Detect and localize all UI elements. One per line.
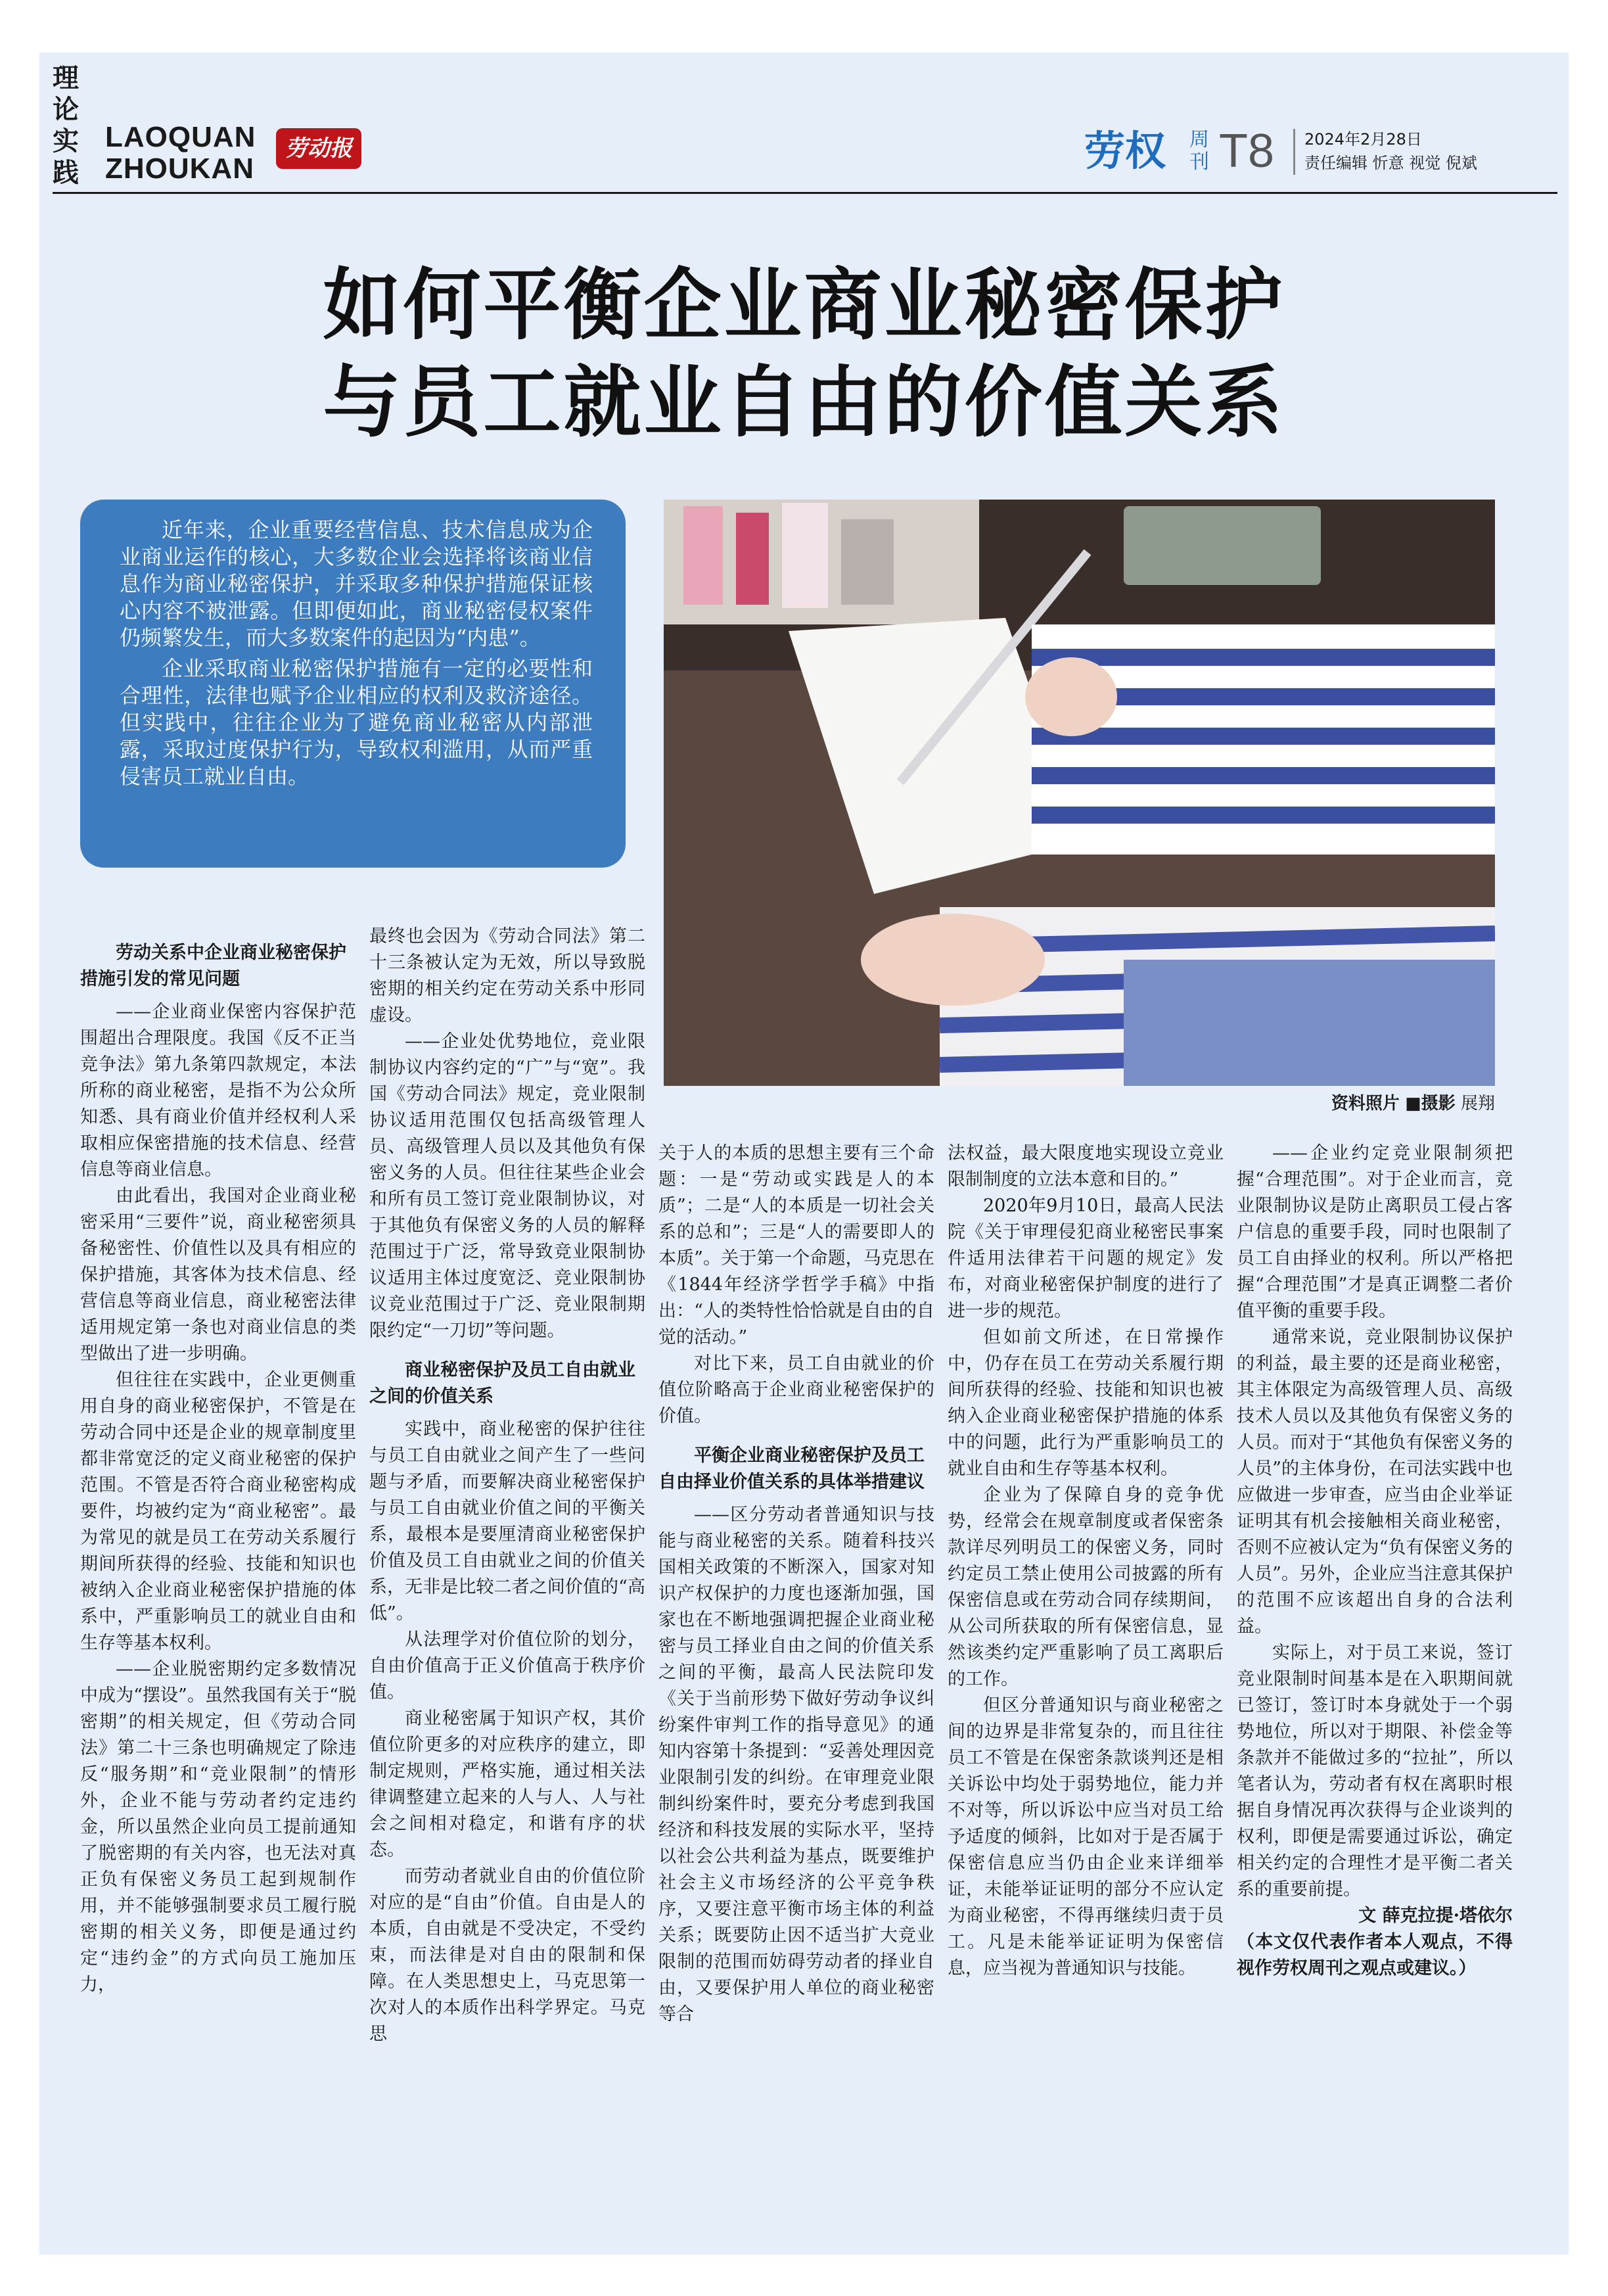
caption-credit-label: ■摄影 xyxy=(1405,1094,1456,1113)
paragraph: 实际上，对于员工来说，签订竞业限制时间基本是在入职期间就已签订，签订时本身就处于一个弱势地位，所以对于期限、补偿金等条款并不能做过多的“拉扯”，所以笔者认为，劳动者有权在离职时根据自身情况再次获得与企业谈判的权利，即便是需要通过诉讼，确定相关约定的合理性才是平衡二者关系的重要前提。 xyxy=(1237,1643,1513,1900)
editor-credit: 责任编辑 忻意 视觉 倪斌 xyxy=(1304,154,1477,172)
section-heading: 平衡企业商业秘密保护及员工自由择业价值关系的具体举措建议 xyxy=(658,1445,925,1492)
article-column-5 xyxy=(1237,1140,1513,1982)
paragraph: 法权益，最大限度地实现设立竞业限制制度的立法本意和目的。” xyxy=(948,1143,1224,1190)
issue-date: 2024年2月28日 xyxy=(1304,130,1422,149)
article-photo xyxy=(664,500,1495,1086)
newspaper-logo: 劳动报 xyxy=(276,128,361,169)
brand-line-2: ZHOUKAN xyxy=(105,152,254,185)
section-heading: 劳动关系中企业商业秘密保护措施引发的常见问题 xyxy=(80,943,346,989)
brand-line-1: LAOQUAN xyxy=(105,121,256,153)
paragraph: ——企业脱密期约定多数情况中成为“摆设”。虽然我国有关于“脱密期”的相关规定，但《劳动合同法》第二十三条也明确规定了除违反“服务期”和“竞业限制”的情形外，企业不能与劳动者约定违约金，所以虽然企业向员工提前通知了脱密期的有关内容，也无法对真正负有保密义务员工起到规制作用，并不能够强制要求员工履行脱密期的相关义务，即便是通过约定“违约金”的方式向员工施加压力， xyxy=(80,1659,356,1995)
masthead-divider xyxy=(1293,129,1295,175)
paragraph: 但往往在实践中，企业更侧重用自身的商业秘密保护，不管是在劳动合同中还是企业的规章制度里都非常宽泛的定义商业秘密的保护范围。不管是否符合商业秘密构成要件，均被约定为“商业秘密”。最为常见的就是员工在劳动关系履行期间所获得的经验、技能和知识也被纳入企业商业秘密保护措施的体系中，严重影响员工的就业自由和生存等基本权利。 xyxy=(80,1370,356,1653)
title-line-2: 与员工就业自由的价值关系 xyxy=(323,356,1285,448)
paragraph: 由此看出，我国对企业商业秘密采用“三要件”说，商业秘密须具备秘密性、价值性以及具有相应的保护措施，其客体为技术信息、经营信息等商业信息，商业秘密法律适用规定第一条也对商业信息的类型做出了进一步明确。 xyxy=(80,1186,356,1364)
author-byline: 文 薛克拉提·塔依尔 xyxy=(1358,1906,1513,1926)
article-title xyxy=(39,256,1569,451)
article-column-3 xyxy=(658,1140,934,2028)
article-column-1 xyxy=(80,940,356,1998)
masthead-name: 劳权 xyxy=(1084,127,1166,175)
paragraph: 最终也会因为《劳动合同法》第二十三条被认定为无效，所以导致脱密期的相关约定在劳动关系中形同虚设。 xyxy=(369,926,645,1025)
section-char: 理 xyxy=(53,62,79,93)
section-char: 践 xyxy=(53,157,79,188)
photo-illustration xyxy=(664,500,1495,1086)
paragraph: 但如前文所述，在日常操作中，仍存在员工在劳动关系履行期间所获得的经验、技能和知识也被纳入企业商业秘密保护措施的体系中的问题，此行为严重影响员工的就业自由和生存等基本权利。 xyxy=(948,1327,1224,1479)
paragraph: 但区分普通知识与商业秘密之间的边界是非常复杂的，而且往往员工不管是在保密条款谈判还是相关诉讼中均处于弱势地位，能力并不对等，所以诉讼中应当对员工给予适度的倾斜，比如对于是否属于保密信息应当仍由企业来详细举证，未能举证证明的部分不应认定为商业秘密，不得再继续归责于员工。凡是未能举证证明为保密信息，应当视为普通知识与技能。 xyxy=(948,1695,1224,1979)
section-char: 论 xyxy=(53,94,79,125)
page-number: T8 xyxy=(1219,125,1275,177)
disclaimer-note: （本文仅代表作者本人观点，不得视作劳权周刊之观点或建议。） xyxy=(1237,1932,1513,1979)
paragraph: ——企业处优势地位，竞业限制协议内容约定的“广”与“宽”。我国《劳动合同法》规定，竞业限制协议适用范围仅包括高级管理人员、高级管理人员以及其他负有保密义务的人员。但往往某些企业会和所有员工签订竞业限制协议，对于其他负有保密义务的人员的解释范围过于广泛，常导致竞业限制协议适用主体过度宽泛、竞业限制协议竞业范围过于广泛、竞业限制期限约定“一刀切”等问题。 xyxy=(369,1031,645,1341)
paragraph: 2020年9月10日，最高人民法院《关于审理侵犯商业秘密民事案件适用法律若干问题的规定》发布，对商业秘密保护制度的进行了进一步的规范。 xyxy=(948,1196,1224,1321)
article-column-2 xyxy=(369,924,645,2048)
paragraph: 商业秘密属于知识产权，其价值位阶更多的对应秩序的建立，即制定规则，严格实施，通过相关法律调整建立起来的人与人、人与社会之间相对稳定，和谐有序的状态。 xyxy=(369,1708,645,1860)
brand-name xyxy=(105,122,256,185)
paragraph: 对比下来，员工自由就业的价值位阶略高于企业商业秘密保护的价值。 xyxy=(658,1353,934,1426)
section-heading: 商业秘密保护及员工自由就业之间的价值关系 xyxy=(369,1360,635,1407)
paragraph: 关于人的本质的思想主要有三个命题：一是“劳动或实践是人的本质”；二是“人的本质是一切社会关系的总和”；三是“人的需要即人的本质”。关于第一个命题，马克思在《1844年经济学哲学手稿》中指出：“人的类特性恰恰就是自由的自觉的活动。” xyxy=(658,1143,934,1347)
caption-credit-name: 展翔 xyxy=(1460,1094,1495,1113)
paragraph: 而劳动者就业自由的价值位阶对应的是“自由”价值。自由是人的本质，自由就是不受决定，不受约束，而法律是对自由的限制和保障。在人类思想史上，马克思第一次对人的本质作出科学界定。马克思 xyxy=(369,1866,645,2044)
article-column-4 xyxy=(948,1140,1224,1982)
lead-box xyxy=(80,500,626,868)
paragraph: 企业为了保障自身的竞争优势，经常会在规章制度或者保密条款详尽列明员工的保密义务，同时约定员工禁止使用公司披露的所有保密信息或在劳动合同存续期间，从公司所获取的所有保密信息，显然该类约定严重影响了员工离职后的工作。 xyxy=(948,1485,1224,1689)
lead-paragraph: 企业采取商业秘密保护措施有一定的必要性和合理性，法律也赋予企业相应的权利及救济途径。但实践中，往往企业为了避免商业秘密从内部泄露，采取过度保护行为，导致权利滥用，从而严重侵害员工就业自由。 xyxy=(120,656,593,789)
section-label xyxy=(53,62,85,189)
caption-label: 资料照片 xyxy=(1331,1094,1400,1113)
paragraph: 从法理学对价值位阶的划分，自由价值高于正义价值高于秩序价值。 xyxy=(369,1629,645,1702)
masthead-week: 周刊 xyxy=(1189,128,1209,174)
header-rule xyxy=(53,192,1557,194)
paragraph: ——区分劳动者普通知识与技能与商业秘密的关系。随着科技兴国相关政策的不断深入，国家对知识产权保护的力度也逐渐加强，国家也在不断地强调把握企业商业秘密与员工择业自由之间的价值关系之间的平衡，最高人民法院印发《关于当前形势下做好劳动争议纠纷案件审判工作的指导意见》的通知内容第十条提到：“妥善处理因竞业限制引发的纠纷。在审理竞业限制纠纷案件时，要充分考虑到我国经济和科技发展的实际水平，坚持以社会公共利益为基点，既要维护社会主义市场经济的公平竞争秩序，又要注意平衡市场主体的利益关系；既要防止因不适当扩大竞业限制的范围而妨碍劳动者的择业自由，又要保护用人单位的商业秘密等合 xyxy=(658,1505,934,2025)
title-line-1: 如何平衡企业商业秘密保护 xyxy=(323,259,1285,350)
paragraph: 实践中，商业秘密的保护往往与员工自由就业之间产生了一些问题与矛盾，而要解决商业秘密保护与员工自由就业价值之间的平衡关系，最根本是要厘清商业秘密保护价值及员工自由就业之间的价值关系，无非是比较二者之间价值的“高低”。 xyxy=(369,1419,645,1624)
paragraph: ——企业约定竞业限制须把握“合理范围”。对于企业而言，竞业限制协议是防止离职员工侵占客户信息的重要手段，同时也限制了员工自由择业的权利。所以严格把握“合理范围”才是真正调整二者价值平衡的重要手段。 xyxy=(1237,1143,1513,1321)
lead-paragraph: 近年来，企业重要经营信息、技术信息成为企业商业运作的核心，大多数企业会选择将该商业信息作为商业秘密保护，并采取多种保护措施保证核心内容不被泄露。但即便如此，商业秘密侵权案件仍频繁发生，而大多数案件的起因为“内患”。 xyxy=(120,517,593,650)
photo-caption xyxy=(664,1092,1495,1115)
paragraph: ——企业商业保密内容保护范围超出合理限度。我国《反不正当竞争法》第九条第四款规定，本法所称的商业秘密，是指不为公众所知悉、具有商业价值并经权利人采取相应保密措施的技术信息、经营信息等商业信息。 xyxy=(80,1002,356,1180)
page-header xyxy=(0,0,1608,197)
paragraph: 通常来说，竞业限制协议保护的利益，最主要的还是商业秘密，其主体限定为高级管理人员、高级技术人员以及其他负有保密义务的人员。而对于“其他负有保密义务的人员”的主体身份，在司法实践中也应做进一步审查，应当由企业举证证明其有机会接触相关商业秘密，否则不应被认定为“负有保密义务的人员”。另外，企业应当注意其保护的范围不应该超出自身的合法利益。 xyxy=(1237,1327,1513,1637)
section-char: 实 xyxy=(53,126,79,156)
